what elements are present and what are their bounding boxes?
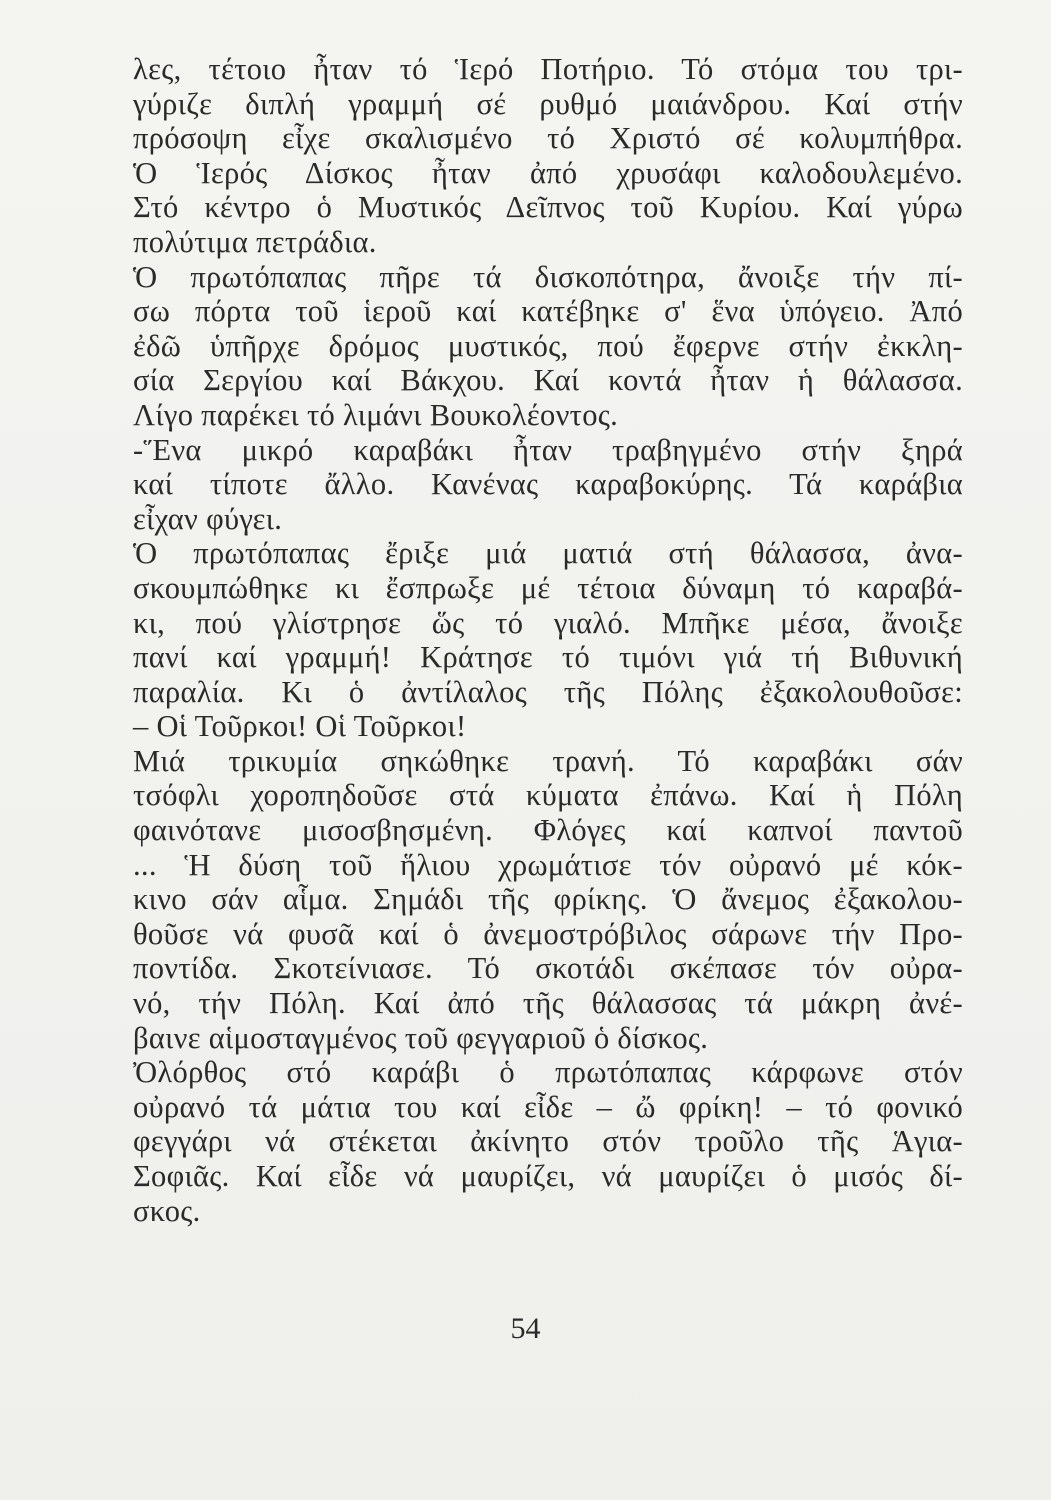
text-line: Στό κέντρο ὁ Μυστικός Δεῖπνος τοῦ Κυρίου. Καί γύρω <box>133 190 963 225</box>
text-line: Ὁ πρωτόπαπας πῆρε τά δισκοπότηρα, ἄνοιξε τήν πί- <box>133 259 963 294</box>
page-number: 54 <box>510 1312 541 1345</box>
text-line: εἶχαν φύγει. <box>133 501 283 536</box>
text-line: πολύτιμα πετράδια. <box>133 224 377 259</box>
text-line: κι, πού γλίστρησε ὥς τό γιαλό. Μπῆκε μέσα, ἄνοιξε <box>133 605 963 640</box>
text-line: φαινότανε μισοσβησμένη. Φλόγες καί καπνοί παντοῦ <box>133 813 963 848</box>
text-line: – Οἱ Τοῦρκοι! Οἱ Τοῦρκοι! <box>133 709 467 744</box>
text-line: Ὁ Ἱερός Δίσκος ἦταν ἀπό χρυσάφι καλοδουλεμένο. <box>133 155 963 190</box>
text-line: Σοφιᾶς. Καί εἶδε νά μαυρίζει, νά μαυρίζει ὁ μισός δί- <box>133 1159 963 1193</box>
text-line: Ὀλόρθος στό καράβι ὁ πρωτόπαπας κάρφωνε στόν <box>133 1055 963 1090</box>
text-line: ἐδῶ ὑπῆρχε δρόμος μυστικός, πού ἔφερνε στήν ἐκκλη- <box>133 328 963 363</box>
text-line: ποντίδα. Σκοτείνιασε. Τό σκοτάδι σκέπασε τόν οὐρα- <box>133 951 963 986</box>
text-line: γύριζε διπλή γραμμή σέ ρυθμό μαιάνδρου. Καί στήν <box>133 86 963 121</box>
body-text <box>133 52 963 1228</box>
text-line: Μιά τρικυμία σηκώθηκε τρανή. Τό καραβάκι σάν <box>133 743 963 778</box>
text-line: λες, τέτοιο ἦταν τό Ἱερό Ποτήριο. Τό στόμα του τρι- <box>133 52 963 86</box>
text-line: πανί καί γραμμή! Κράτησε τό τιμόνι γιά τή Βιθυνική <box>133 640 963 675</box>
text-line: -Ἕνα μικρό καραβάκι ἦταν τραβηγμένο στήν ξηρά <box>133 432 963 467</box>
text-line: νό, τήν Πόλη. Καί ἀπό τῆς θάλασσας τά μάκρη ἀνέ- <box>133 986 963 1021</box>
text-line: οὐρανό τά μάτια του καί εἶδε – ὤ φρίκη! – τό φονικό <box>133 1089 963 1124</box>
text-line: πρόσοψη εἶχε σκαλισμένο τό Χριστό σέ κολυμπήθρα. <box>133 121 963 156</box>
text-line: σω πόρτα τοῦ ἱεροῦ καί κατέβηκε σ' ἕνα ὑπόγειο. Ἀπό <box>133 294 963 329</box>
text-line: βαινε αἱμοσταγμένος τοῦ φεγγαριοῦ ὁ δίσκος. <box>133 1020 709 1055</box>
text-line: τσόφλι χοροπηδοῦσε στά κύματα ἐπάνω. Καί ἡ Πόλη <box>133 778 963 813</box>
text-line: σία Σεργίου καί Βάκχου. Καί κοντά ἦταν ἡ θάλασσα. <box>133 363 963 398</box>
text-line: κινο σάν αἷμα. Σημάδι τῆς φρίκης. Ὁ ἄνεμος ἐξακολου- <box>133 882 963 917</box>
text-line: ... Ἡ δύση τοῦ ἥλιου χρωμάτισε τόν οὐρανό μέ κόκ- <box>133 847 963 882</box>
text-line: Ὁ πρωτόπαπας ἔριξε μιά ματιά στή θάλασσα, ἀνα- <box>133 536 963 571</box>
text-line: καί τίποτε ἄλλο. Κανένας καραβοκύρης. Τά καράβια <box>133 467 963 502</box>
text-line: Λίγο παρέκει τό λιμάνι Βουκολέοντος. <box>133 397 619 432</box>
text-line: φεγγάρι νά στέκεται ἀκίνητο στόν τροῦλο τῆς Ἁγια- <box>133 1124 963 1159</box>
text-line: θοῦσε νά φυσᾶ καί ὁ ἀνεμοστρόβιλος σάρωνε τήν Προ- <box>133 916 963 951</box>
text-line: σκος. <box>133 1193 201 1228</box>
text-line: σκουμπώθηκε κι ἔσπρωξε μέ τέτοια δύναμη τό καραβά- <box>133 570 963 605</box>
text-line: παραλία. Κι ὁ ἀντίλαλος τῆς Πόλης ἐξακολουθοῦσε: <box>133 674 963 709</box>
